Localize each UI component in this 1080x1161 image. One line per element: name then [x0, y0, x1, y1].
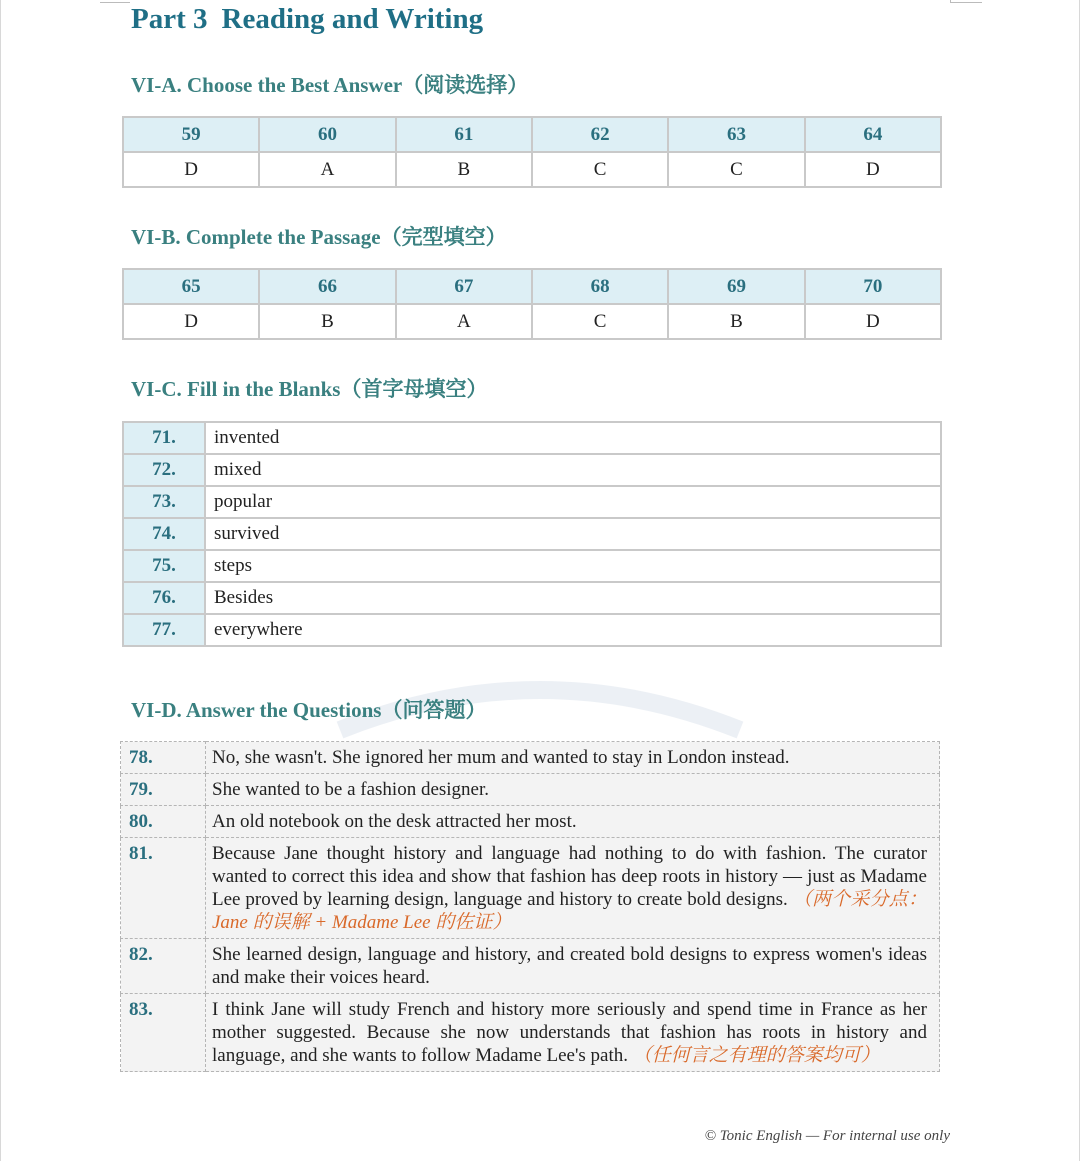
footer-copyright: © Tonic English — For internal use only [704, 1128, 950, 1144]
scoring-note: （任何言之有理的答案均可） [632, 1045, 880, 1066]
question-number: 82. [121, 939, 206, 994]
fill-row [123, 582, 941, 614]
section-c-title: VI-C. Fill in the Blanks（首字母填空） [131, 377, 488, 401]
scoring-note: （两个采分点：Jane 的误解 + Madame Lee 的佐证） [212, 889, 928, 933]
fill-row [123, 550, 941, 582]
section-a-title: VI-A. Choose the Best Answer（阅读选择） [131, 73, 529, 97]
fill-answer: Besides [205, 582, 941, 614]
fill-answer: survived [205, 518, 941, 550]
answer-text-cell [206, 838, 940, 939]
fill-answer: popular [205, 486, 941, 518]
page-corner-mark [950, 2, 982, 3]
answer-text: She learned design, language and history, and created bold designs to express women's ideas and make their voices heard. [212, 944, 927, 988]
qa-row [121, 742, 940, 774]
answer-text: She wanted to be a fashion designer. [212, 779, 490, 800]
question-number-cell: 68 [532, 269, 668, 304]
answer-cell: A [259, 152, 395, 187]
answer-cell: B [396, 152, 532, 187]
section-d-qa-table [120, 741, 940, 1072]
question-number-cell: 64 [805, 117, 941, 152]
qa-row [121, 939, 940, 994]
question-number-cell: 65 [123, 269, 259, 304]
question-number-cell: 66 [259, 269, 395, 304]
answer-text-cell [206, 806, 940, 838]
question-number-cell: 70 [805, 269, 941, 304]
fill-number: 76. [123, 582, 205, 614]
answer-cell: C [532, 304, 668, 339]
question-number: 79. [121, 774, 206, 806]
answer-text-cell [206, 939, 940, 994]
answer-row [123, 304, 941, 339]
answer-text-cell [206, 774, 940, 806]
fill-row [123, 518, 941, 550]
answer-cell: B [668, 304, 804, 339]
part-title [131, 3, 483, 36]
part-number: Part 3 [131, 3, 208, 35]
page-corner-mark [950, 0, 951, 3]
fill-number: 72. [123, 454, 205, 486]
question-number-cell: 67 [396, 269, 532, 304]
fill-number: 74. [123, 518, 205, 550]
answer-text-cell [206, 742, 940, 774]
qa-row [121, 994, 940, 1072]
answer-cell: C [668, 152, 804, 187]
section-c-fill-table [122, 421, 942, 647]
answer-text: No, she wasn't. She ignored her mum and wanted to stay in London instead. [212, 747, 790, 768]
section-b-answer-table [122, 268, 942, 340]
fill-number: 77. [123, 614, 205, 646]
fill-row [123, 422, 941, 454]
page-border-left [0, 0, 1, 1161]
fill-row [123, 614, 941, 646]
fill-answer: mixed [205, 454, 941, 486]
section-b-title: VI-B. Complete the Passage（完型填空） [131, 225, 507, 249]
answer-cell: B [259, 304, 395, 339]
question-number-cell: 62 [532, 117, 668, 152]
question-number: 83. [121, 994, 206, 1072]
answer-cell: D [123, 304, 259, 339]
question-number-cell: 69 [668, 269, 804, 304]
answer-row [123, 152, 941, 187]
answer-cell: A [396, 304, 532, 339]
qa-row [121, 838, 940, 939]
answer-text: An old notebook on the desk attracted her most. [212, 811, 577, 832]
fill-row [123, 454, 941, 486]
question-number-cell: 59 [123, 117, 259, 152]
fill-number: 71. [123, 422, 205, 454]
part-name: Reading and Writing [221, 3, 484, 35]
fill-answer: everywhere [205, 614, 941, 646]
section-a-answer-table [122, 116, 942, 188]
answer-cell: C [532, 152, 668, 187]
fill-number: 73. [123, 486, 205, 518]
fill-row [123, 486, 941, 518]
answer-text: Because Jane thought history and language had nothing to do with fashion. The curator wanted to correct this idea and show that fashion has deep roots in history — just as Madame Lee proved by learning design, language and history to create bold designs. [212, 843, 927, 910]
answer-cell: D [123, 152, 259, 187]
question-number: 80. [121, 806, 206, 838]
question-number-cell: 61 [396, 117, 532, 152]
question-number-cell: 60 [259, 117, 395, 152]
qa-row [121, 806, 940, 838]
section-d-title: VI-D. Answer the Questions（问答题） [131, 698, 487, 722]
page-corner-mark [100, 2, 130, 3]
fill-number: 75. [123, 550, 205, 582]
answer-cell: D [805, 304, 941, 339]
fill-answer: steps [205, 550, 941, 582]
question-number-row [123, 269, 941, 304]
question-number: 78. [121, 742, 206, 774]
question-number: 81. [121, 838, 206, 939]
fill-answer: invented [205, 422, 941, 454]
answer-text-cell [206, 994, 940, 1072]
answer-text: I think Jane will study French and history more seriously and spend time in France as her mother suggested. Because she now understands that fashion has roots in history and language, and she wants to follow Madame Lee's path. [212, 999, 927, 1066]
question-number-row [123, 117, 941, 152]
question-number-cell: 63 [668, 117, 804, 152]
qa-row [121, 774, 940, 806]
answer-cell: D [805, 152, 941, 187]
